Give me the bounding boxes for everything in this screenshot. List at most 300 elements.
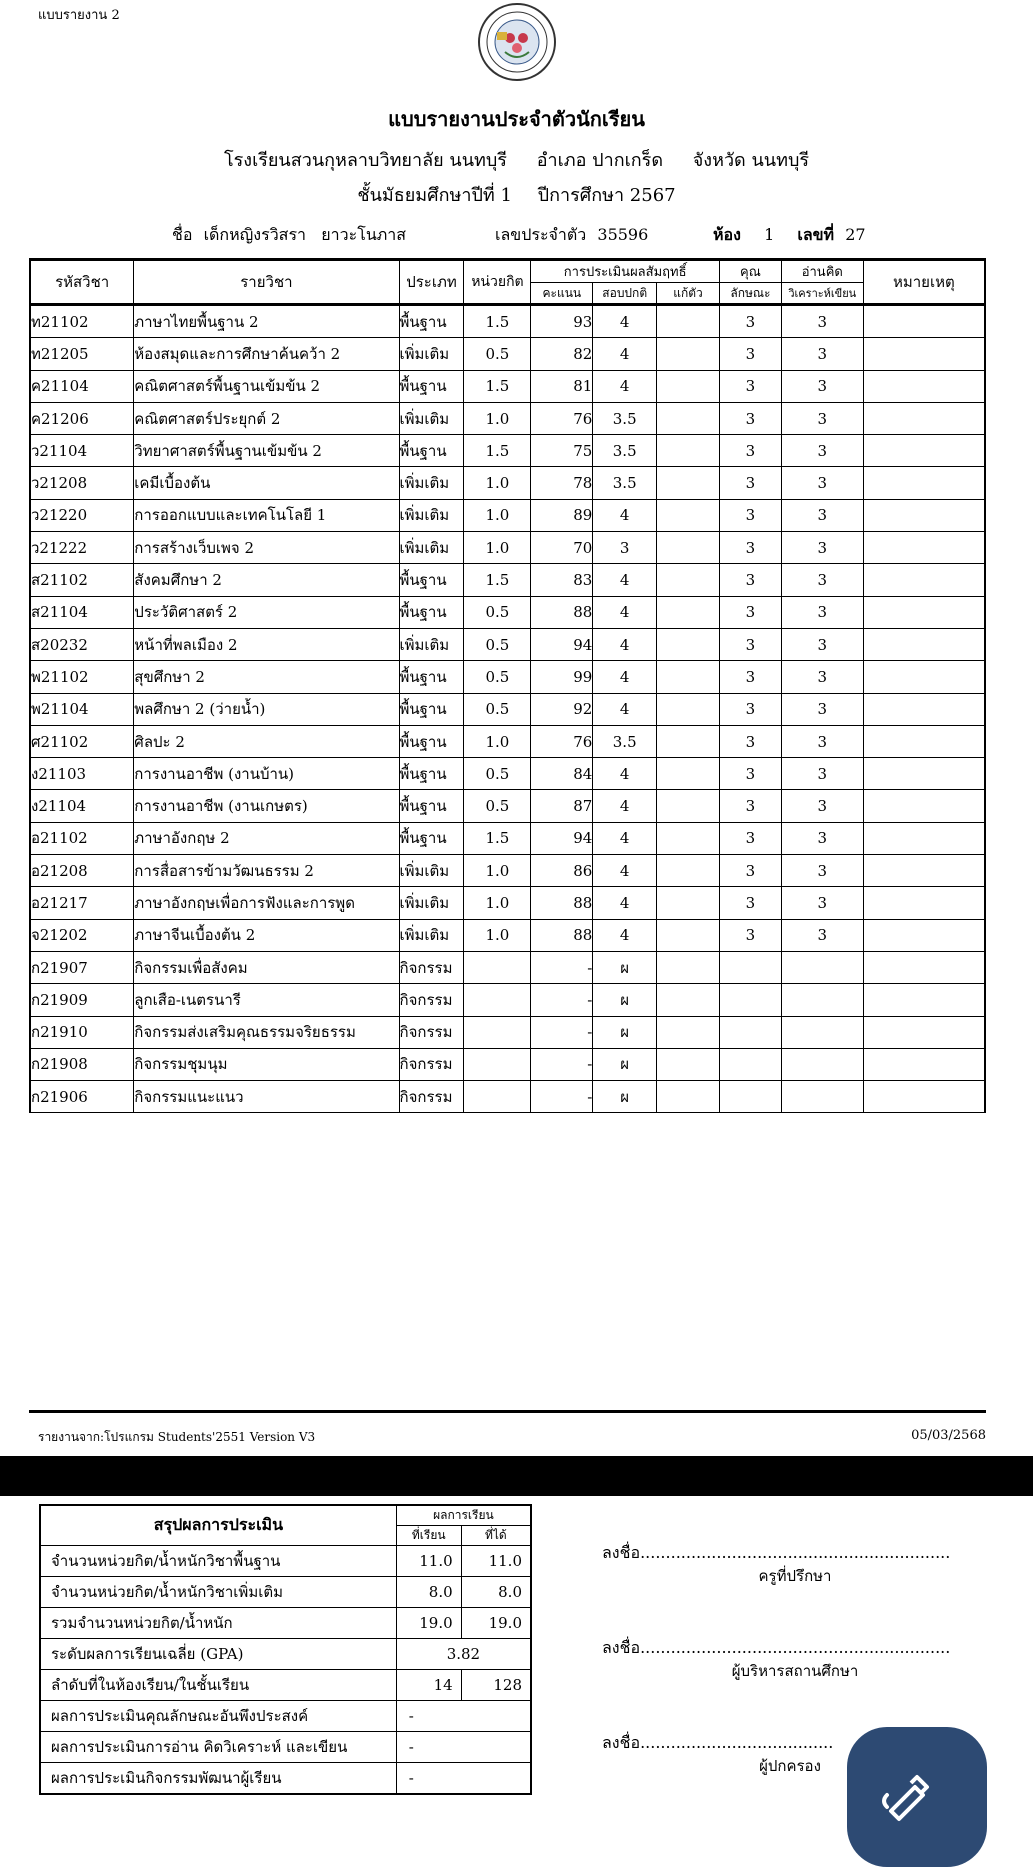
number-label: เลขที่	[797, 225, 835, 244]
cell-char: 3	[719, 338, 781, 370]
cell-type: พื้นฐาน	[399, 790, 464, 822]
cell-code: ส21104	[30, 596, 134, 628]
cell-note	[863, 725, 985, 757]
table-row	[30, 758, 985, 790]
class-level: ชั้นมัธยมศึกษาปีที่ 1	[357, 185, 512, 206]
table-row	[30, 887, 985, 919]
cell-char: 3	[719, 887, 781, 919]
cell-char: 3	[719, 919, 781, 951]
summary-table	[39, 1504, 532, 1795]
cell-grade: 4	[593, 564, 657, 596]
cell-credit: 0.5	[464, 661, 531, 693]
cell-retest	[657, 661, 720, 693]
cell-char: 3	[719, 628, 781, 660]
cell-score: 87	[531, 790, 593, 822]
cell-grade: 4	[593, 758, 657, 790]
cell-subject: สังคมศึกษา 2	[134, 564, 399, 596]
summary-row-studied: 8.0	[396, 1577, 461, 1608]
cell-char: 3	[719, 855, 781, 887]
cell-credit: 1.0	[464, 887, 531, 919]
name-label: ชื่อ	[172, 225, 193, 244]
cell-credit: 1.5	[464, 822, 531, 854]
cell-char: 3	[719, 532, 781, 564]
header-read-bottom: วิเคราะห์เขียน	[781, 283, 863, 305]
cell-grade: ผ	[593, 951, 657, 983]
cell-code: จ21202	[30, 919, 134, 951]
cell-type: พื้นฐาน	[399, 758, 464, 790]
header-char-top: คุณ	[719, 260, 781, 283]
cell-subject: วิทยาศาสตร์พื้นฐานเข้มข้น 2	[134, 435, 399, 467]
cell-code: ว21220	[30, 499, 134, 531]
table-row	[30, 596, 985, 628]
cell-subject: กิจกรรมเพื่อสังคม	[134, 951, 399, 983]
cell-type: พื้นฐาน	[399, 435, 464, 467]
student-name: เด็กหญิงรวิสรา ยาวะโนภาส	[203, 225, 407, 244]
header-note: หมายเหตุ	[863, 260, 985, 305]
cell-note	[863, 693, 985, 725]
cell-read: 3	[781, 467, 863, 499]
cell-score: 86	[531, 855, 593, 887]
cell-retest	[657, 758, 720, 790]
cell-note	[863, 499, 985, 531]
table-row	[30, 499, 985, 531]
cell-char	[719, 1048, 781, 1080]
cell-score: 82	[531, 338, 593, 370]
cell-note	[863, 305, 985, 338]
table-row	[30, 467, 985, 499]
cell-retest	[657, 532, 720, 564]
cell-type: เพิ่มเติม	[399, 338, 464, 370]
cell-type: พื้นฐาน	[399, 661, 464, 693]
cell-code: ส21102	[30, 564, 134, 596]
read-eval-value: -	[396, 1732, 531, 1763]
cell-subject: สุขศึกษา 2	[134, 661, 399, 693]
cell-note	[863, 370, 985, 402]
cell-note	[863, 1016, 985, 1048]
edit-fab-button[interactable]	[847, 1727, 987, 1867]
cell-type: เพิ่มเติม	[399, 499, 464, 531]
cell-note	[863, 1081, 985, 1113]
cell-credit: 1.0	[464, 402, 531, 434]
cell-subject: ภาษาอังกฤษเพื่อการฟังและการพูด	[134, 887, 399, 919]
cell-credit	[464, 951, 531, 983]
room-label: ห้อง	[713, 225, 741, 244]
cell-score: 76	[531, 402, 593, 434]
cell-credit: 0.5	[464, 693, 531, 725]
header-type: ประเภท	[399, 260, 464, 305]
cell-code: อ21102	[30, 822, 134, 854]
table-row	[30, 855, 985, 887]
summary-row-earned: 8.0	[461, 1577, 531, 1608]
cell-retest	[657, 305, 720, 338]
cell-score: -	[531, 984, 593, 1016]
cell-score: 78	[531, 467, 593, 499]
table-row	[30, 1016, 985, 1048]
cell-type: พื้นฐาน	[399, 693, 464, 725]
advisor-signature-line: ลงชื่อ.............................................................	[602, 1543, 951, 1562]
cell-score: 94	[531, 628, 593, 660]
cell-grade: 4	[593, 693, 657, 725]
cell-retest	[657, 725, 720, 757]
cell-char: 3	[719, 596, 781, 628]
cell-char: 3	[719, 693, 781, 725]
table-row	[30, 532, 985, 564]
summary-row-label: จำนวนหน่วยกิต/น้ำหนักวิชาเพิ่มเติม	[40, 1577, 396, 1608]
cell-grade: 4	[593, 887, 657, 919]
cell-subject: ภาษาจีนเบื้องต้น 2	[134, 919, 399, 951]
parent-signature-line: ลงชื่อ......................................	[602, 1733, 834, 1752]
cell-type: กิจกรรม	[399, 984, 464, 1016]
cell-note	[863, 402, 985, 434]
cell-code: ศ21102	[30, 725, 134, 757]
table-row	[30, 790, 985, 822]
header-code: รหัสวิชา	[30, 260, 134, 305]
cell-credit: 1.0	[464, 725, 531, 757]
cell-subject: กิจกรรมส่งเสริมคุณธรรมจริยธรรม	[134, 1016, 399, 1048]
cell-subject: พลศึกษา 2 (ว่ายน้ำ)	[134, 693, 399, 725]
cell-retest	[657, 1081, 720, 1113]
cell-retest	[657, 951, 720, 983]
cell-credit: 0.5	[464, 628, 531, 660]
cell-read: 3	[781, 532, 863, 564]
summary-result-header: ผลการเรียน	[396, 1505, 531, 1526]
cell-code: พ21104	[30, 693, 134, 725]
cell-read	[781, 1081, 863, 1113]
cell-note	[863, 951, 985, 983]
cell-code: ว21208	[30, 467, 134, 499]
school-line	[0, 145, 1033, 174]
cell-read: 3	[781, 435, 863, 467]
cell-note	[863, 661, 985, 693]
cell-note	[863, 984, 985, 1016]
cell-subject: เคมีเบื้องต้น	[134, 467, 399, 499]
cell-credit: 1.5	[464, 435, 531, 467]
gpa-label: ระดับผลการเรียนเฉลี่ย (GPA)	[40, 1639, 396, 1670]
cell-subject: กิจกรรมแนะแนว	[134, 1081, 399, 1113]
id-label: เลขประจำตัว	[495, 225, 587, 244]
cell-credit: 0.5	[464, 790, 531, 822]
cell-credit: 1.0	[464, 855, 531, 887]
cell-retest	[657, 338, 720, 370]
cell-retest	[657, 402, 720, 434]
cell-grade: 4	[593, 628, 657, 660]
cell-credit: 1.0	[464, 919, 531, 951]
cell-subject: หน้าที่พลเมือง 2	[134, 628, 399, 660]
number-value: 27	[845, 225, 866, 244]
cell-note	[863, 758, 985, 790]
summary-col-studied: ที่เรียน	[396, 1526, 461, 1546]
cell-retest	[657, 628, 720, 660]
cell-char	[719, 1081, 781, 1113]
cell-grade: 4	[593, 499, 657, 531]
cell-grade: 4	[593, 305, 657, 338]
cell-credit: 1.0	[464, 467, 531, 499]
cell-read	[781, 1016, 863, 1048]
cell-grade: 3.5	[593, 467, 657, 499]
table-row	[30, 305, 985, 338]
cell-credit: 0.5	[464, 596, 531, 628]
rank-room: 14	[396, 1670, 461, 1701]
cell-note	[863, 919, 985, 951]
cell-code: ก21906	[30, 1081, 134, 1113]
char-eval-value: -	[396, 1701, 531, 1732]
cell-retest	[657, 435, 720, 467]
form-label: แบบรายงาน 2	[38, 8, 120, 23]
cell-subject: การสื่อสารข้ามวัฒนธรรม 2	[134, 855, 399, 887]
cell-read: 3	[781, 725, 863, 757]
cell-type: กิจกรรม	[399, 1081, 464, 1113]
cell-score: 89	[531, 499, 593, 531]
table-row	[30, 951, 985, 983]
cell-subject: ภาษาไทยพื้นฐาน 2	[134, 305, 399, 338]
cell-subject: การออกแบบและเทคโนโลยี 1	[134, 499, 399, 531]
cell-code: ค21104	[30, 370, 134, 402]
cell-grade: 3.5	[593, 402, 657, 434]
cell-credit: 1.5	[464, 564, 531, 596]
header-retest: แก้ตัว	[657, 283, 720, 305]
cell-read	[781, 984, 863, 1016]
cell-grade: 4	[593, 919, 657, 951]
cell-note	[863, 338, 985, 370]
cell-char: 3	[719, 564, 781, 596]
table-row	[30, 370, 985, 402]
cell-code: ก21910	[30, 1016, 134, 1048]
edit-pencil-icon	[877, 1767, 937, 1827]
room-row	[713, 223, 866, 248]
cell-type: เพิ่มเติม	[399, 855, 464, 887]
cell-retest	[657, 822, 720, 854]
cell-note	[863, 467, 985, 499]
cell-type: กิจกรรม	[399, 951, 464, 983]
cell-char	[719, 951, 781, 983]
cell-retest	[657, 790, 720, 822]
summary-row-label: จำนวนหน่วยกิต/น้ำหนักวิชาพื้นฐาน	[40, 1546, 396, 1577]
cell-read: 3	[781, 499, 863, 531]
cell-read: 3	[781, 693, 863, 725]
student-id-row	[495, 223, 648, 248]
cell-code: ง21103	[30, 758, 134, 790]
province: จังหวัด นนทบุรี	[692, 150, 810, 171]
cell-retest	[657, 370, 720, 402]
cell-grade: 4	[593, 338, 657, 370]
cell-read: 3	[781, 661, 863, 693]
cell-score: 88	[531, 919, 593, 951]
district: อำเภอ ปากเกร็ด	[536, 150, 664, 171]
cell-type: พื้นฐาน	[399, 305, 464, 338]
cell-grade: 4	[593, 596, 657, 628]
cell-code: ท21102	[30, 305, 134, 338]
cell-grade: 4	[593, 822, 657, 854]
table-row	[30, 661, 985, 693]
student-id: 35596	[597, 225, 649, 244]
cell-subject: ภาษาอังกฤษ 2	[134, 822, 399, 854]
cell-char: 3	[719, 435, 781, 467]
cell-note	[863, 596, 985, 628]
cell-grade: 4	[593, 790, 657, 822]
cell-char: 3	[719, 822, 781, 854]
footer-divider	[29, 1410, 986, 1413]
cell-note	[863, 790, 985, 822]
cell-type: เพิ่มเติม	[399, 402, 464, 434]
cell-grade: ผ	[593, 1016, 657, 1048]
cell-score: 83	[531, 564, 593, 596]
school-seal-logo	[477, 2, 557, 82]
activity-eval-value: -	[396, 1763, 531, 1795]
rank-label: ลำดับที่ในห้องเรียน/ในชั้นเรียน	[40, 1670, 396, 1701]
cell-type: เพิ่มเติม	[399, 919, 464, 951]
cell-type: เพิ่มเติม	[399, 628, 464, 660]
cell-code: ส20232	[30, 628, 134, 660]
cell-code: ค21206	[30, 402, 134, 434]
cell-type: พื้นฐาน	[399, 564, 464, 596]
table-row	[30, 822, 985, 854]
cell-read: 3	[781, 919, 863, 951]
report-source: รายงานจาก:โปรแกรม Students'2551 Version V3	[38, 1430, 316, 1444]
cell-credit: 1.0	[464, 532, 531, 564]
cell-code: ก21908	[30, 1048, 134, 1080]
cell-code: อ21217	[30, 887, 134, 919]
cell-retest	[657, 564, 720, 596]
cell-score: -	[531, 1016, 593, 1048]
room-value: 1	[764, 225, 775, 244]
cell-retest	[657, 596, 720, 628]
cell-note	[863, 1048, 985, 1080]
cell-credit: 1.5	[464, 370, 531, 402]
cell-retest	[657, 887, 720, 919]
cell-note	[863, 855, 985, 887]
cell-type: พื้นฐาน	[399, 596, 464, 628]
director-role: ผู้บริหารสถานศึกษา	[731, 1662, 859, 1680]
table-row	[30, 338, 985, 370]
cell-read: 3	[781, 564, 863, 596]
cell-grade: ผ	[593, 1081, 657, 1113]
cell-code: พ21102	[30, 661, 134, 693]
page-gap-bar	[0, 1456, 1033, 1496]
cell-score: -	[531, 1048, 593, 1080]
cell-score: 76	[531, 725, 593, 757]
grades-table	[29, 258, 986, 1113]
cell-code: ว21222	[30, 532, 134, 564]
table-row	[30, 919, 985, 951]
cell-code: ก21909	[30, 984, 134, 1016]
cell-type: พื้นฐาน	[399, 725, 464, 757]
cell-char: 3	[719, 305, 781, 338]
summary-row-earned: 19.0	[461, 1608, 531, 1639]
table-row	[30, 693, 985, 725]
table-row	[30, 435, 985, 467]
table-row	[30, 725, 985, 757]
parent-role: ผู้ปกครอง	[759, 1757, 821, 1775]
cell-read: 3	[781, 855, 863, 887]
cell-credit	[464, 984, 531, 1016]
cell-read: 3	[781, 402, 863, 434]
cell-read	[781, 1048, 863, 1080]
cell-score: 93	[531, 305, 593, 338]
cell-note	[863, 532, 985, 564]
gpa-value: 3.82	[396, 1639, 531, 1670]
cell-type: พื้นฐาน	[399, 822, 464, 854]
header-assessment: การประเมินผลสัมฤทธิ์	[531, 260, 720, 283]
cell-score: 75	[531, 435, 593, 467]
summary-row-earned: 11.0	[461, 1546, 531, 1577]
rank-level: 128	[461, 1670, 531, 1701]
header-credit: หน่วยกิต	[464, 260, 531, 305]
cell-score: 92	[531, 693, 593, 725]
cell-subject: คณิตศาสตร์พื้นฐานเข้มข้น 2	[134, 370, 399, 402]
cell-retest	[657, 1048, 720, 1080]
cell-retest	[657, 693, 720, 725]
cell-credit: 1.0	[464, 499, 531, 531]
cell-char: 3	[719, 402, 781, 434]
table-row	[30, 628, 985, 660]
cell-read: 3	[781, 305, 863, 338]
cell-subject: ลูกเสือ-เนตรนารี	[134, 984, 399, 1016]
cell-subject: คณิตศาสตร์ประยุกต์ 2	[134, 402, 399, 434]
header-read-top: อ่านคิด	[781, 260, 863, 283]
header-subject: รายวิชา	[134, 260, 399, 305]
cell-char: 3	[719, 661, 781, 693]
cell-char: 3	[719, 758, 781, 790]
cell-retest	[657, 984, 720, 1016]
cell-type: พื้นฐาน	[399, 370, 464, 402]
summary-row-studied: 19.0	[396, 1608, 461, 1639]
cell-type: เพิ่มเติม	[399, 532, 464, 564]
table-row	[30, 402, 985, 434]
cell-type: กิจกรรม	[399, 1048, 464, 1080]
table-row	[30, 984, 985, 1016]
cell-score: -	[531, 951, 593, 983]
report-date: 05/03/2568	[911, 1428, 986, 1443]
cell-score: 88	[531, 887, 593, 919]
table-row	[30, 1081, 985, 1113]
header-score: คะแนน	[531, 283, 593, 305]
cell-char	[719, 984, 781, 1016]
cell-type: เพิ่มเติม	[399, 887, 464, 919]
level-line	[0, 180, 1033, 209]
cell-grade: 3.5	[593, 725, 657, 757]
header-char-bottom: ลักษณะ	[719, 283, 781, 305]
cell-note	[863, 435, 985, 467]
cell-char: 3	[719, 370, 781, 402]
summary-row-studied: 11.0	[396, 1546, 461, 1577]
report-title: แบบรายงานประจำตัวนักเรียน	[388, 107, 645, 131]
summary-title: สรุปผลการประเมิน	[40, 1505, 396, 1546]
cell-read: 3	[781, 596, 863, 628]
cell-subject: การงานอาชีพ (งานเกษตร)	[134, 790, 399, 822]
read-eval-label: ผลการประเมินการอ่าน คิดวิเคราะห์ และเขียน	[40, 1732, 396, 1763]
cell-code: ว21104	[30, 435, 134, 467]
academic-year: ปีการศึกษา 2567	[537, 185, 676, 206]
cell-char: 3	[719, 725, 781, 757]
cell-credit: 0.5	[464, 338, 531, 370]
cell-read: 3	[781, 822, 863, 854]
cell-retest	[657, 1016, 720, 1048]
summary-row-label: รวมจำนวนหน่วยกิต/น้ำหนัก	[40, 1608, 396, 1639]
cell-note	[863, 887, 985, 919]
char-eval-label: ผลการประเมินคุณลักษณะอันพึงประสงค์	[40, 1701, 396, 1732]
cell-grade: 4	[593, 661, 657, 693]
cell-grade: 3	[593, 532, 657, 564]
cell-read: 3	[781, 370, 863, 402]
table-row	[30, 564, 985, 596]
cell-credit	[464, 1016, 531, 1048]
cell-subject: ห้องสมุดและการศึกษาค้นคว้า 2	[134, 338, 399, 370]
cell-read: 3	[781, 338, 863, 370]
cell-subject: การสร้างเว็บเพจ 2	[134, 532, 399, 564]
school-name: โรงเรียนสวนกุหลาบวิทยาลัย นนทบุรี	[223, 150, 507, 171]
cell-grade: ผ	[593, 984, 657, 1016]
cell-read: 3	[781, 628, 863, 660]
